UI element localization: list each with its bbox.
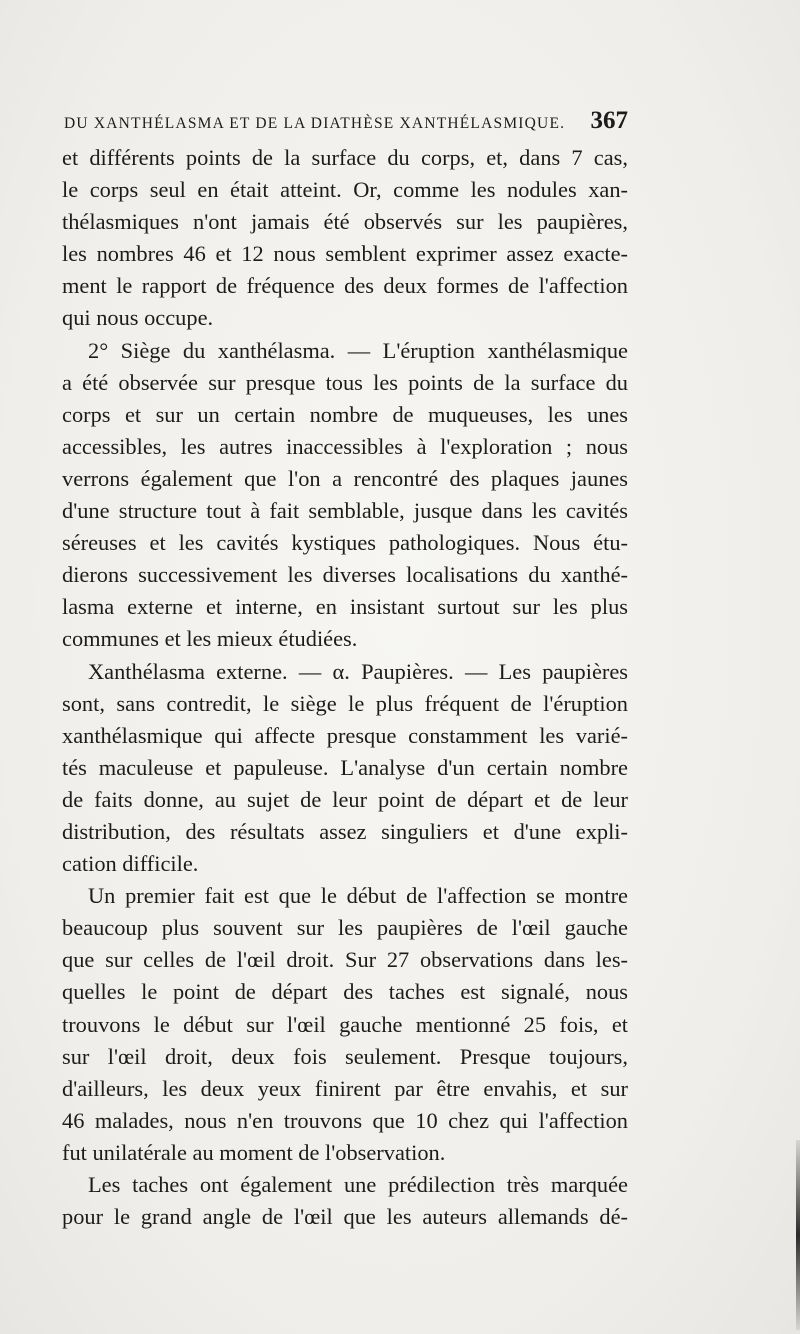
text-line: 46 malades, nous n'en trouvons que 10 chez qui l'affection (62, 1107, 628, 1133)
text-line: accessibles, les autres inaccessibles à l'exploration ; nous (62, 433, 628, 459)
text-line: communes et les mieux étudiées. (62, 626, 358, 652)
text-line: verrons également que l'on a rencontré des plaques jaunes (62, 465, 628, 491)
text-line: xanthélasmique qui affecte presque constamment les varié- (62, 722, 628, 748)
text-line: que sur celles de l'œil droit. Sur 27 observations dans les- (62, 947, 628, 973)
text-line: trouvons le début sur l'œil gauche mentionné 25 fois, et (62, 1011, 628, 1037)
body-text (62, 142, 628, 1233)
text-line: corps et sur un certain nombre de muqueuses, les unes (62, 401, 628, 427)
text-line: a été observée sur presque tous les points de la surface du (62, 369, 628, 395)
text-line: Les taches ont également une prédilection très marquée (88, 1172, 628, 1197)
text-line: sont, sans contredit, le siège le plus fréquent de l'éruption (62, 690, 628, 716)
text-line: ment le rapport de fréquence des deux formes de l'affection (62, 273, 628, 299)
text-line: de faits donne, au sujet de leur point de départ et de leur (62, 786, 628, 812)
text-line: cation difficile. (62, 851, 199, 877)
text-line: pour le grand angle de l'œil que les auteurs allemands dé- (62, 1204, 628, 1230)
text-line: séreuses et les cavités kystiques pathologiques. Nous étu- (62, 530, 628, 556)
text-line: fut unilatérale au moment de l'observation. (62, 1139, 446, 1165)
text-line: dierons successivement les diverses localisations du xanthé- (62, 562, 628, 588)
text-line: qui nous occupe. (62, 305, 214, 331)
text-line: 2° Siège du xanthélasma. — L'éruption xanthélasmique (88, 337, 628, 363)
text-line: d'ailleurs, les deux yeux finirent par être envahis, et sur (62, 1075, 628, 1101)
text-line: tés maculeuse et papuleuse. L'analyse d'un certain nombre (62, 754, 628, 780)
running-head: DU XANTHÉLASMA ET DE LA DIATHÈSE XANTHÉLASMIQUE. (64, 115, 566, 132)
text-line: Un premier fait est que le début de l'affection se montre (88, 883, 628, 909)
page-header (64, 107, 628, 141)
page-edge-shadow (796, 1140, 800, 1330)
text-line: et différents points de la surface du corps, et, dans 7 cas, (62, 145, 628, 170)
page-number: 367 (590, 107, 628, 134)
text-line: beaucoup plus souvent sur les paupières de l'œil gauche (62, 915, 628, 941)
text-line: lasma externe et interne, en insistant surtout sur les plus (62, 594, 628, 620)
text-line: thélasmiques n'ont jamais été observés sur les paupières, (62, 209, 628, 235)
text-line: d'une structure tout à fait semblable, jusque dans les cavités (62, 498, 628, 524)
text-line: sur l'œil droit, deux fois seulement. Presque toujours, (62, 1043, 628, 1069)
text-line: le corps seul en était atteint. Or, comme les nodules xan- (62, 177, 628, 203)
text-line: quelles le point de départ des taches est signalé, nous (62, 979, 628, 1005)
text-line: distribution, des résultats assez singuliers et d'une expli- (62, 818, 628, 844)
text-line: Xanthélasma externe. — α. Paupières. — Les paupières (88, 658, 628, 684)
text-line: les nombres 46 et 12 nous semblent exprimer assez exacte- (62, 241, 628, 267)
